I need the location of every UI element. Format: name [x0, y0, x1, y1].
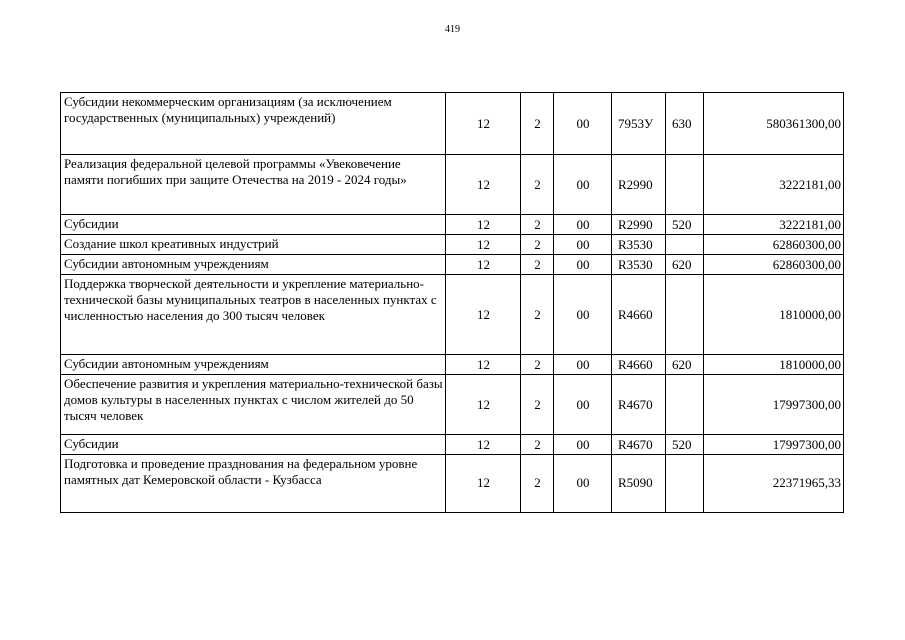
subsection-code: 2 — [521, 275, 554, 355]
row-name: Реализация федеральной целевой программы «Увековечение памяти погибших при защите Отечества на 2019 - 2024 годы» — [61, 155, 446, 215]
program-code: 00 — [554, 455, 612, 513]
program-code: 00 — [554, 255, 612, 275]
table-row — [61, 235, 844, 255]
row-name: Субсидии некоммерческим организациям (за исключением государственных (муниципальных) учреждений) — [61, 93, 446, 155]
table-row — [61, 215, 844, 235]
row-name: Подготовка и проведение празднования на федеральном уровне памятных дат Кемеровской области - Кузбасса — [61, 455, 446, 513]
section-code: 12 — [446, 155, 521, 215]
program-code: 00 — [554, 215, 612, 235]
amount: 22371965,33 — [704, 455, 844, 513]
table-row — [61, 255, 844, 275]
section-code: 12 — [446, 275, 521, 355]
amount: 580361300,00 — [704, 93, 844, 155]
amount: 3222181,00 — [704, 215, 844, 235]
subsection-code: 2 — [521, 355, 554, 375]
table-row — [61, 275, 844, 355]
subsection-code: 2 — [521, 435, 554, 455]
target-code: R4670 — [612, 435, 666, 455]
row-name: Поддержка творческой деятельности и укрепление материально-технической базы муниципальных театров в населенных пунктах с численностью населения до 300 тысяч человек — [61, 275, 446, 355]
row-name: Создание школ креативных индустрий — [61, 235, 446, 255]
target-code: R5090 — [612, 455, 666, 513]
program-code: 00 — [554, 155, 612, 215]
target-code: R2990 — [612, 155, 666, 215]
section-code: 12 — [446, 255, 521, 275]
expense-type-code: 520 — [666, 435, 704, 455]
subsection-code: 2 — [521, 155, 554, 215]
amount: 1810000,00 — [704, 355, 844, 375]
amount: 17997300,00 — [704, 435, 844, 455]
expense-type-code — [666, 375, 704, 435]
budget-table — [60, 92, 844, 513]
program-code: 00 — [554, 375, 612, 435]
amount: 1810000,00 — [704, 275, 844, 355]
table-row — [61, 355, 844, 375]
subsection-code: 2 — [521, 93, 554, 155]
table-row — [61, 455, 844, 513]
program-code: 00 — [554, 275, 612, 355]
amount: 62860300,00 — [704, 255, 844, 275]
target-code: 7953У — [612, 93, 666, 155]
program-code: 00 — [554, 93, 612, 155]
section-code: 12 — [446, 215, 521, 235]
section-code: 12 — [446, 455, 521, 513]
expense-type-code — [666, 155, 704, 215]
row-name: Субсидии — [61, 435, 446, 455]
expense-type-code — [666, 235, 704, 255]
expense-type-code: 520 — [666, 215, 704, 235]
section-code: 12 — [446, 93, 521, 155]
table-row — [61, 93, 844, 155]
row-name: Субсидии автономным учреждениям — [61, 355, 446, 375]
expense-type-code — [666, 455, 704, 513]
subsection-code: 2 — [521, 235, 554, 255]
row-name: Обеспечение развития и укрепления материально-технической базы домов культуры в населенных пунктах с числом жителей до 50 тысяч человек — [61, 375, 446, 435]
table-row — [61, 435, 844, 455]
target-code: R4670 — [612, 375, 666, 435]
table-row — [61, 375, 844, 435]
target-code: R4660 — [612, 275, 666, 355]
expense-type-code: 630 — [666, 93, 704, 155]
target-code: R3530 — [612, 235, 666, 255]
section-code: 12 — [446, 235, 521, 255]
target-code: R2990 — [612, 215, 666, 235]
program-code: 00 — [554, 435, 612, 455]
subsection-code: 2 — [521, 215, 554, 235]
subsection-code: 2 — [521, 255, 554, 275]
expense-type-code — [666, 275, 704, 355]
table-row — [61, 155, 844, 215]
target-code: R4660 — [612, 355, 666, 375]
expense-type-code: 620 — [666, 255, 704, 275]
section-code: 12 — [446, 435, 521, 455]
section-code: 12 — [446, 375, 521, 435]
subsection-code: 2 — [521, 455, 554, 513]
target-code: R3530 — [612, 255, 666, 275]
amount: 62860300,00 — [704, 235, 844, 255]
row-name: Субсидии — [61, 215, 446, 235]
program-code: 00 — [554, 355, 612, 375]
amount: 17997300,00 — [704, 375, 844, 435]
row-name: Субсидии автономным учреждениям — [61, 255, 446, 275]
section-code: 12 — [446, 355, 521, 375]
page-number: 419 — [445, 24, 460, 35]
program-code: 00 — [554, 235, 612, 255]
amount: 3222181,00 — [704, 155, 844, 215]
expense-type-code: 620 — [666, 355, 704, 375]
subsection-code: 2 — [521, 375, 554, 435]
